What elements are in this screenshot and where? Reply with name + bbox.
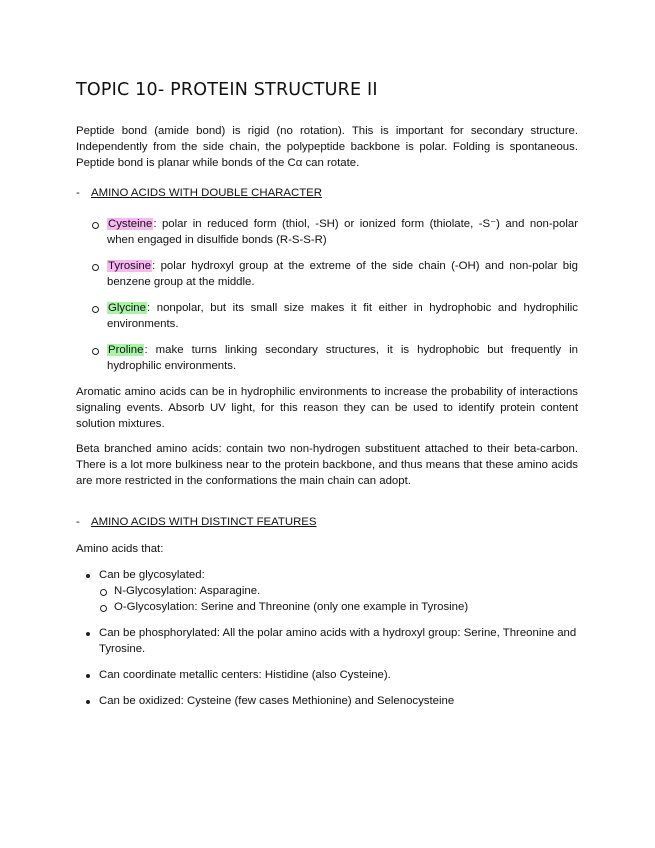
section-heading-double-character — [76, 186, 322, 202]
highlighted-term: Tyrosine — [108, 260, 152, 272]
hollow-bullet-icon — [92, 222, 99, 229]
lead-text: Amino acids that: — [76, 543, 164, 555]
list-item-body — [107, 301, 578, 333]
solid-bullet-icon — [86, 700, 90, 704]
item-text: : nonpolar, but its small size makes it fit either in hydrophobic and hydrophilic environments. — [107, 302, 578, 330]
hollow-bullet-icon — [92, 348, 99, 355]
hollow-bullet-icon — [92, 306, 99, 313]
solid-bullet-icon — [86, 574, 90, 578]
highlighted-term: Glycine — [108, 302, 146, 314]
item-text: Can coordinate metallic centers: Histidine (also Cysteine). — [99, 669, 391, 681]
hollow-bullet-icon — [100, 605, 107, 612]
item-text: : polar hydroxyl group at the extreme of the side chain (-OH) and non-polar big benzene group at the middle. — [107, 260, 578, 288]
list-item-body — [107, 343, 578, 375]
item-text: : polar in reduced form (thiol, -SH) or ionized form (thiolate, -S⁻) and non-polar when engaged in disulfide bonds (R-S-S-R) — [107, 218, 578, 246]
list-item-body — [107, 217, 578, 249]
intro-paragraph: Peptide bond (amide bond) is rigid (no rotation). This is important for secondary structure. Independently from the side chain, the polypeptide backbone is polar. Folding is spontaneous. Peptide bond is planar while bonds of the Cα can rotate. — [76, 125, 578, 169]
page-title: TOPIC 10- PROTEIN STRUCTURE II — [76, 80, 378, 100]
item-text: Can be phosphorylated: All the polar amino acids with a hydroxyl group: Serine, Threonine and Tyrosine. — [99, 627, 577, 655]
item-text: Can be glycosylated: — [99, 569, 205, 581]
solid-bullet-icon — [86, 632, 90, 636]
highlighted-term: Cysteine — [108, 218, 153, 230]
item-text: Can be oxidized: Cysteine (few cases Methionine) and Selenocysteine — [99, 695, 455, 707]
item-text: : make turns linking secondary structures, it is hydrophobic but frequently in hydrophilic environments. — [107, 344, 578, 372]
solid-bullet-icon — [86, 674, 90, 678]
highlighted-term: Proline — [108, 344, 144, 356]
section-heading-distinct-features — [76, 515, 317, 531]
hollow-bullet-icon — [92, 264, 99, 271]
section-title: AMINO ACIDS WITH DOUBLE CHARACTER — [91, 187, 322, 199]
list-item-body — [107, 259, 578, 291]
hollow-bullet-icon — [100, 589, 107, 596]
section-title: AMINO ACIDS WITH DISTINCT FEATURES — [91, 516, 317, 528]
beta-branched-paragraph: Beta branched amino acids: contain two non-hydrogen substituent attached to their beta-carbon. There is a lot more bulkiness near to the protein backbone, and thus means that these amino acids are more restricted in the conformations the main chain can adopt. — [76, 443, 578, 487]
sub-item-text: O-Glycosylation: Serine and Threonine (only one example in Tyrosine) — [114, 601, 469, 613]
section-dash: - — [76, 187, 80, 199]
aromatic-paragraph: Aromatic amino acids can be in hydrophilic environments to increase the probability of interactions signaling events. Absorb UV light, for this reason they can be used to identify protein content solution mixtures. — [76, 386, 578, 430]
section-dash: - — [76, 516, 80, 528]
sub-item-text: N-Glycosylation: Asparagine. — [114, 585, 261, 597]
